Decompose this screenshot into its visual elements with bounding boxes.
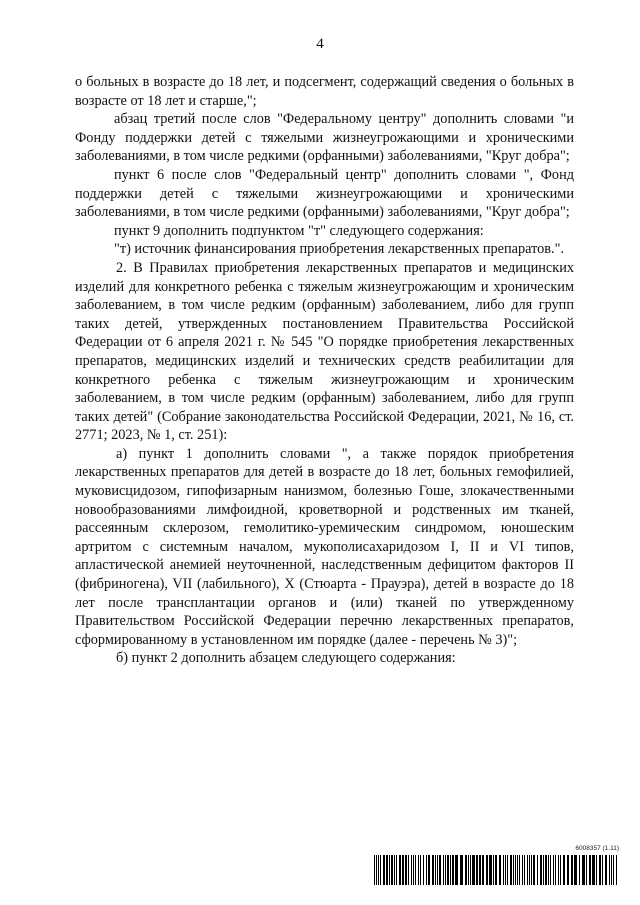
barcode-bar [460,855,463,885]
barcode-bar [428,855,430,885]
barcode-bar [537,855,538,885]
barcode-bar [505,855,506,885]
barcode-bar [476,855,478,885]
barcode-bar [540,855,542,885]
barcode-bar [563,855,565,885]
barcode-label: 6008357 (1.11) [575,845,619,852]
barcode-bar [386,855,388,885]
barcode-bar [553,855,554,885]
barcode-bar [517,855,518,885]
barcode-bar [510,855,512,885]
barcode-bar [519,855,520,885]
document-body [75,73,574,668]
barcode-bar [447,855,449,885]
barcode-bar [503,855,504,885]
barcode-bar [389,855,390,885]
barcode-bar [374,855,375,885]
barcode-bar [396,855,397,885]
barcode-bar [472,855,475,885]
barcode-bar [558,855,559,885]
paragraph-item-2: 2. В Правилах приобретения лекарственных препаратов и медицинских изделий для конкретного ребенка с тяжелым жизнеугрожающим и хроническим заболеванием, в том числе редким (орфанным) заболеванием, либо для групп таких детей, утвержденных постановлением Правительства Российской Федерации от 6 апреля 2021 г. № 545 "О порядке приобретения лекарственных препаратов, медицинских изделий и технических средств реабилитации для конкретного ребенка с тяжелым жизнеугрожающим и хроническим заболеванием, в том числе редким (орфанным) заболеванием, либо для групп таких детей" (Собрание законодательства Российской Федерации, 2021, № 16, ст. 2771; 2023, № 1, ст. 251): [75,259,574,444]
page-number: 4 [316,36,324,52]
barcode-bar [479,855,481,885]
paragraph-continuation: о больных в возрасте до 18 лет, и подсегмент, содержащий сведения о больных в возрасте от 18 лет и старше,"; [75,74,574,109]
barcode-bar [499,855,501,885]
paragraph-abzac-tretiy: абзац третий после слов "Федеральному центру" дополнить словами "и Фонду поддержки детей с тяжелыми жизнеугрожающими и хроническими заболеваниями, в том числе редкими (орфанными) заболеваниями, "Круг добра"; [75,111,574,165]
barcode-bar [450,855,451,885]
barcode-bar [596,855,597,885]
barcode-bar [545,855,547,885]
barcode-bar [445,855,446,885]
barcode-bar [482,855,484,885]
barcode-bar [411,855,412,885]
barcode-bar [426,855,427,885]
barcode-bar [391,855,393,885]
barcode-bar [609,855,610,885]
barcode-bar [423,855,424,885]
barcode-bar [555,855,556,885]
barcode-bar [602,855,603,885]
barcode-bar [586,855,587,885]
barcode-bar [489,855,492,885]
barcode-bar [405,855,407,885]
barcode-bar [613,855,614,885]
barcode-bar [599,855,601,885]
barcode-bar [493,855,494,885]
barcode-bar [415,855,416,885]
paragraph-item-a: а) пункт 1 дополнить словами ", а также порядок приобретения лекарственных препаратов для детей в возрасте до 18 лет, больных гемофилией, муковисцидозом, гипофизарным нанизмом, болезнью Гоше, злокачественными новообразованиями лимфоидной, кроветворной и родственных им тканей, рассеянным склерозом, гемолитико-уремическим синдромом, юношеским артритом с системным началом, мукополисахаридозом I, II и VI типов, апластической анемией неуточненной, наследственным дефицитом факторов II (фибриногена), VII (лабильного), X (Стюарта - Прауэра), детей в возрасте до 18 лет после трансплантации органов и (или) тканей по утвержденному Правительством Российской Федерации перечню лекарственных препаратов, сформированному в установленном им порядке (далее - перечень № 3)"; [75,445,574,648]
barcode-bar [432,855,434,885]
barcode-bar [548,855,549,885]
barcode-bar [452,855,454,885]
barcode-bar [402,855,404,885]
paragraph-punkt-6: пункт 6 после слов "Федеральный центр" дополнить словами ", Фонд поддержки детей с тяжелыми жизнеугрожающими и хроническими заболеваниями, в том числе редкими (орфанными) заболеваниями, "Круг добра"; [75,166,574,221]
paragraph-punkt-9: пункт 9 дополнить подпунктом "т" следующего содержания: [114,222,484,239]
barcode-bar [582,855,585,885]
barcode-bar [524,855,525,885]
barcode-bar [408,855,409,885]
barcode-bar [443,855,444,885]
barcode-bar [495,855,497,885]
barcode-bar [486,855,488,885]
barcode-bar [527,855,528,885]
barcode-bar [376,855,377,885]
barcode-bar [455,855,458,885]
barcode-bar [418,855,419,885]
barcode-bar [468,855,469,885]
barcode-bar [616,855,617,885]
barcode-bar [465,855,467,885]
barcode-bar [435,855,436,885]
barcode-bar [413,855,414,885]
barcode-bar [611,855,612,885]
barcode-bar [574,855,577,885]
barcode-bar [420,855,421,885]
barcode-bar [378,855,379,885]
barcode-bar [550,855,551,885]
barcode-bar [579,855,580,885]
barcode-bar [394,855,395,885]
barcode-bar [470,855,471,885]
barcode-bar [383,855,385,885]
barcode-bar [522,855,523,885]
footer [374,845,619,885]
barcode-bar [507,855,508,885]
paragraph-subpunkt-t: "т) источник финансирования приобретения лекарственных препаратов.". [114,241,565,258]
barcode-bar [529,855,530,885]
barcode-bar [605,855,607,885]
barcode-bar [513,855,514,885]
barcode-bar [571,855,573,885]
barcode-bar [560,855,561,885]
barcode-bar [531,855,532,885]
barcode-bar [399,855,401,885]
barcode-bar [437,855,438,885]
barcode-bar [543,855,544,885]
barcode-bar [567,855,569,885]
barcode-image [374,855,619,885]
barcode-bar [592,855,595,885]
barcode-bar [380,855,381,885]
barcode-bar [515,855,516,885]
barcode-bar [439,855,441,885]
paragraph-item-b: б) пункт 2 дополнить абзацем следующего содержания: [116,650,456,667]
barcode-bar [533,855,535,885]
barcode-bar [589,855,591,885]
